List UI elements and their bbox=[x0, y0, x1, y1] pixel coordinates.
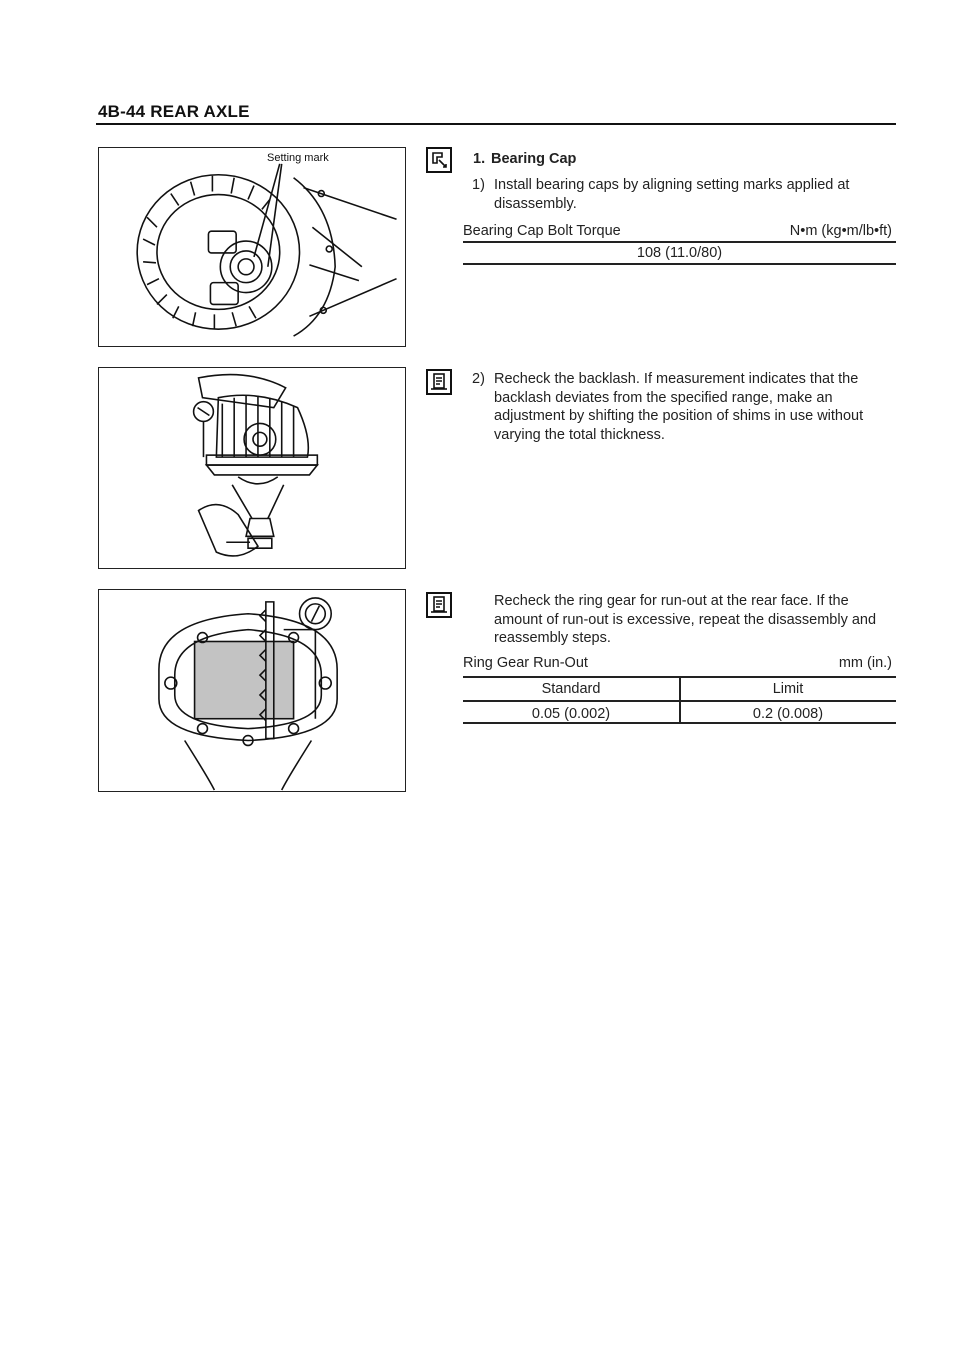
step-2-text: Recheck the backlash. If measurement indicates that the backlash deviates from the specified range, make an adjustment by shifting the position of shims in use without varying the total thickness. bbox=[494, 371, 864, 443]
figure-ring-gear-runout bbox=[98, 589, 406, 792]
dial-gauge-backlash-diagram bbox=[99, 368, 405, 568]
torque-spec-unit: N•m (kg•m/lb•ft) bbox=[789, 223, 892, 239]
runout-table-bottom-rule bbox=[463, 722, 896, 724]
inspect-icon bbox=[426, 369, 452, 395]
step-2-number: 2) bbox=[472, 371, 485, 387]
runout-spec-unit: mm (in.) bbox=[838, 655, 892, 671]
runout-col-limit: Limit bbox=[772, 681, 804, 697]
section-number: 1. bbox=[473, 151, 486, 167]
torque-spec-label: Bearing Cap Bolt Torque bbox=[463, 223, 621, 239]
runout-value-standard: 0.05 (0.002) bbox=[531, 706, 611, 722]
figure-backlash-check bbox=[98, 367, 406, 569]
figure-bearing-cap bbox=[98, 147, 406, 347]
torque-table-top-rule bbox=[463, 241, 896, 243]
ring-gear-runout-diagram bbox=[99, 590, 405, 791]
page-header: 4B-44 REAR AXLE bbox=[98, 102, 250, 121]
runout-value-limit: 0.2 (0.008) bbox=[752, 706, 824, 722]
header-rule bbox=[96, 123, 896, 125]
section-title bbox=[473, 150, 576, 169]
runout-spec-label: Ring Gear Run-Out bbox=[463, 655, 588, 671]
step-1-number: 1) bbox=[472, 177, 485, 193]
runout-table-column-divider bbox=[679, 676, 681, 722]
step-3-text: Recheck the ring gear for run-out at the rear face. If the amount of run-out is excessive, repeat the disassembly and reassembly steps. bbox=[494, 593, 877, 646]
runout-col-standard: Standard bbox=[541, 681, 601, 697]
step-1-text: Install bearing caps by aligning setting marks applied at disassembly. bbox=[494, 177, 850, 212]
figure-label-setting-mark: Setting mark bbox=[267, 152, 329, 164]
bearing-cap-diagram bbox=[99, 148, 405, 346]
step-1 bbox=[472, 176, 884, 213]
inspect-icon bbox=[426, 592, 452, 618]
step-3 bbox=[494, 592, 889, 648]
section-title-text: Bearing Cap bbox=[491, 151, 577, 167]
step-2 bbox=[472, 370, 884, 444]
install-icon bbox=[426, 147, 452, 173]
torque-spec-value: 108 (11.0/80) bbox=[636, 245, 723, 261]
torque-table-bottom-rule bbox=[463, 263, 896, 265]
